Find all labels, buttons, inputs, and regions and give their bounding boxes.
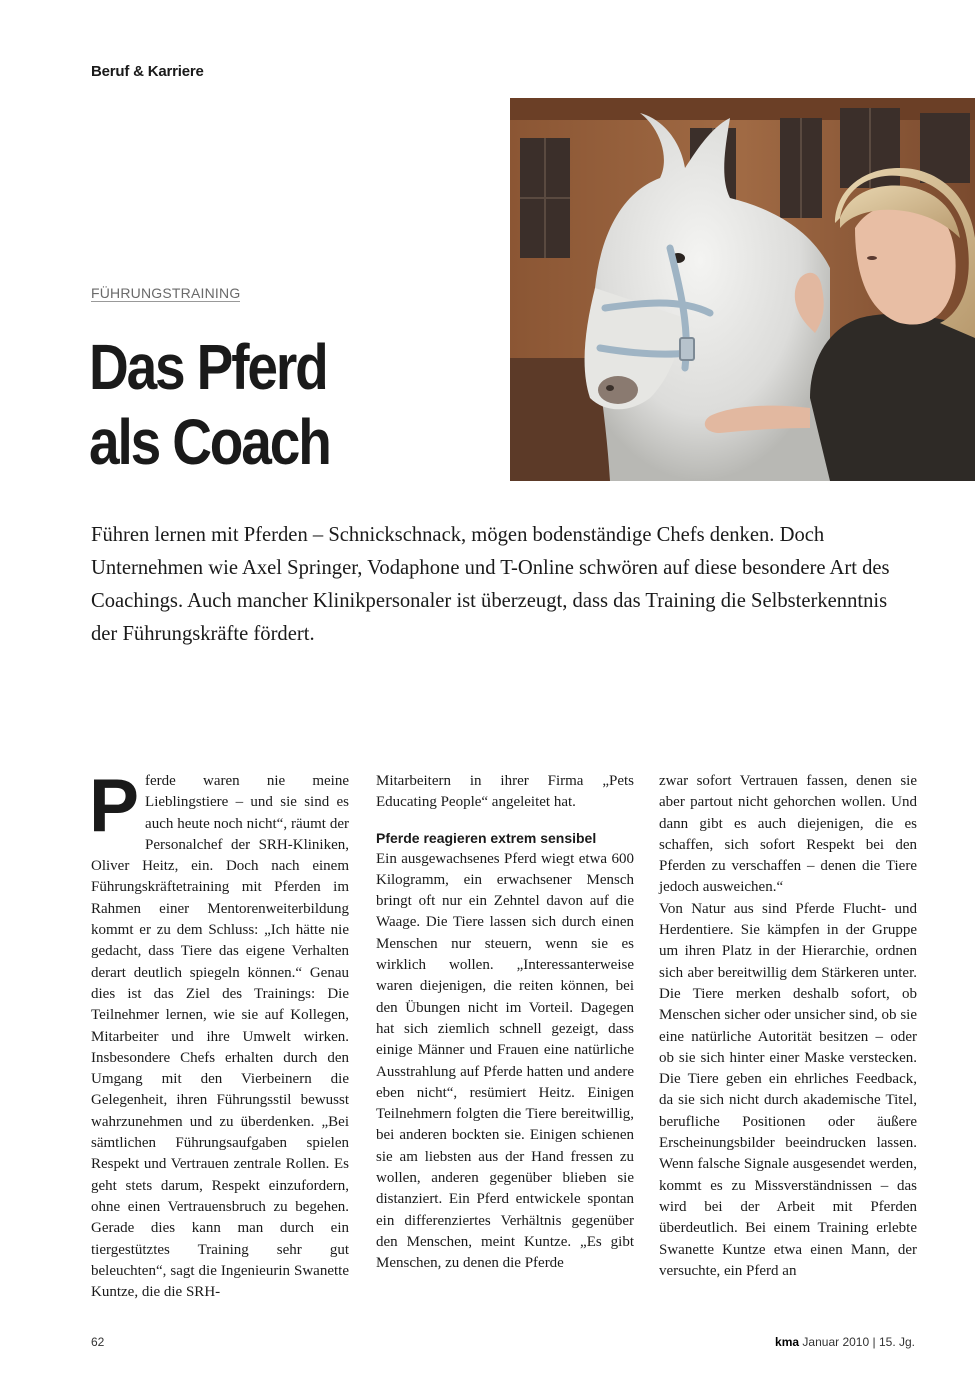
body-paragraph xyxy=(89,763,349,1303)
article-column-2 xyxy=(376,771,634,1275)
body-paragraph: zwar sofort Vertrauen fassen, denen sie aber partout nicht gehorchen wollen. Und dann gibt es auch diejenigen, die es schaffen, sich sofort Respekt bei den Pferden zu verschaffen – denen die Tiere jedoch ausweichen.“ xyxy=(659,773,917,896)
body-text: ferde waren nie meine Lieblingstiere – und sie sind es auch heute noch nicht“, räumt der Personalchef der SRH-Kliniken, Oliver Heitz, ein. Doch nach einem Führungskräftetraining mit Pferden im Rahmen einer Mentorenweiterbildung kommt er zu dem Schluss: „Ich hätte nie gedacht, dass Tiere das eigene Verhalten derart deutlich spiegeln können.“ Genau dies ist das Ziel des Trainings: Die Teilnehmer lernen, wie sie auf Kollegen, Mitarbeiter und ihre Umwelt wirken. Insbesondere Chefs erhalten durch den Umgang mit den Vierbeinern die Gelegenheit, ihren Führungsstil bewusst wahrzunehmen und zu überdenken. „Bei sämtlichen Führungsaufgaben spielen Respekt und Vertrauen zentrale Rollen. Es geht stets darum, Respekt einzufordern, ohne einen Vertrauensbruch zu begehen. Gerade dies kann man durch ein tiergestütztes Training sehr gut beleuchten“, sagt die Ingenieurin Swanette Kuntze, die die SRH- xyxy=(91,773,349,1301)
lead-paragraph: Führen lernen mit Pferden – Schnickschnack, mögen bodenständige Chefs denken. Doch Unternehmen wie Axel Springer, Vodaphone und T-Online schwören auf diese besondere Art des Coachings. Auch mancher Klinikpersonaler ist überzeugt, dass das Training die Selbsterkenntnis der Führungskräfte fördert. xyxy=(91,524,890,645)
headline xyxy=(89,330,330,480)
article-column-1 xyxy=(89,763,349,1303)
body-paragraph: Von Natur aus sind Pferde Flucht- und Herdentiere. Sie kämpfen in der Gruppe um ihren Platz in der Hierarchie, ordnen sich aber bereitwillig dem Stärkeren unter. Die Tiere merken deshalb sofort, ob Menschen sicher oder unsicher sind, ob sie eine natürliche Autorität besitzen – oder ob sie sich hinter einer Maske verstecken. Die Tiere geben ein ehrliches Feedback, da sie sich nicht durch akademische Titel, berufliche Positionen oder äußere Erscheinungsbilder beeindrucken lassen. Wenn falsche Signale ausgesendet werden, kommt es zu Missverständnissen – das wird bei der Arbeit mit Pferden überdeutlich. Bei einem Training erlebte Swanette Kuntze etwa einen Mann, der versuchte, ein Pferd an xyxy=(659,900,917,1279)
drop-cap: P xyxy=(89,763,140,847)
kicker: FÜHRUNGSTRAINING xyxy=(91,285,241,301)
headline-line-1: Das Pferd xyxy=(89,331,327,403)
magazine-brand: kma xyxy=(775,1335,800,1349)
subheading: Pferde reagieren extrem sensibel xyxy=(376,829,597,846)
body-paragraph: Mitarbeitern in ihrer Firma „Pets Educating People“ angeleitet hat. xyxy=(376,773,634,811)
issue-date: Januar 2010 xyxy=(802,1335,870,1349)
body-paragraph: Ein ausgewachsenes Pferd wiegt etwa 600 Kilogramm, ein erwachsener Mensch bringt oft nur ein Zehntel davon auf die Waage. Die Tiere lassen sich durch einen Menschen nur steuern, wenn sie es wirklich wollen. „Interessanterweise waren diejenigen, die reiten können, bei den Übungen nicht im Vorteil. Dagegen hat sich ziemlich schnell gezeigt, dass einige Männer und Frauen eine natürliche Ausstrahlung auf Pferde hatten und andere eben nicht“, resümiert Heitz. Einigen Teilnehmern folgten die Tiere bereitwillig, bei anderen bockten sie. Einigen schienen sie am liebsten aus der Hand fressen zu wollen, anderen gegenüber blieben sie distanziert. Ein Pferd entwickele spontan ein differenziertes Verhältnis gegenüber den Menschen, meint Kuntze. „Es gibt Menschen, zu denen die Pferde xyxy=(376,850,634,1272)
page-number: 62 xyxy=(91,1335,105,1349)
volume: 15. Jg. xyxy=(878,1335,915,1349)
footer-issue-info xyxy=(775,1335,915,1349)
article-column-3 xyxy=(659,771,917,1282)
section-label: Beruf & Karriere xyxy=(91,63,204,80)
headline-line-2: als Coach xyxy=(89,406,330,478)
footer-separator: | xyxy=(872,1335,876,1349)
white-horse-with-woman-photo xyxy=(510,98,975,481)
